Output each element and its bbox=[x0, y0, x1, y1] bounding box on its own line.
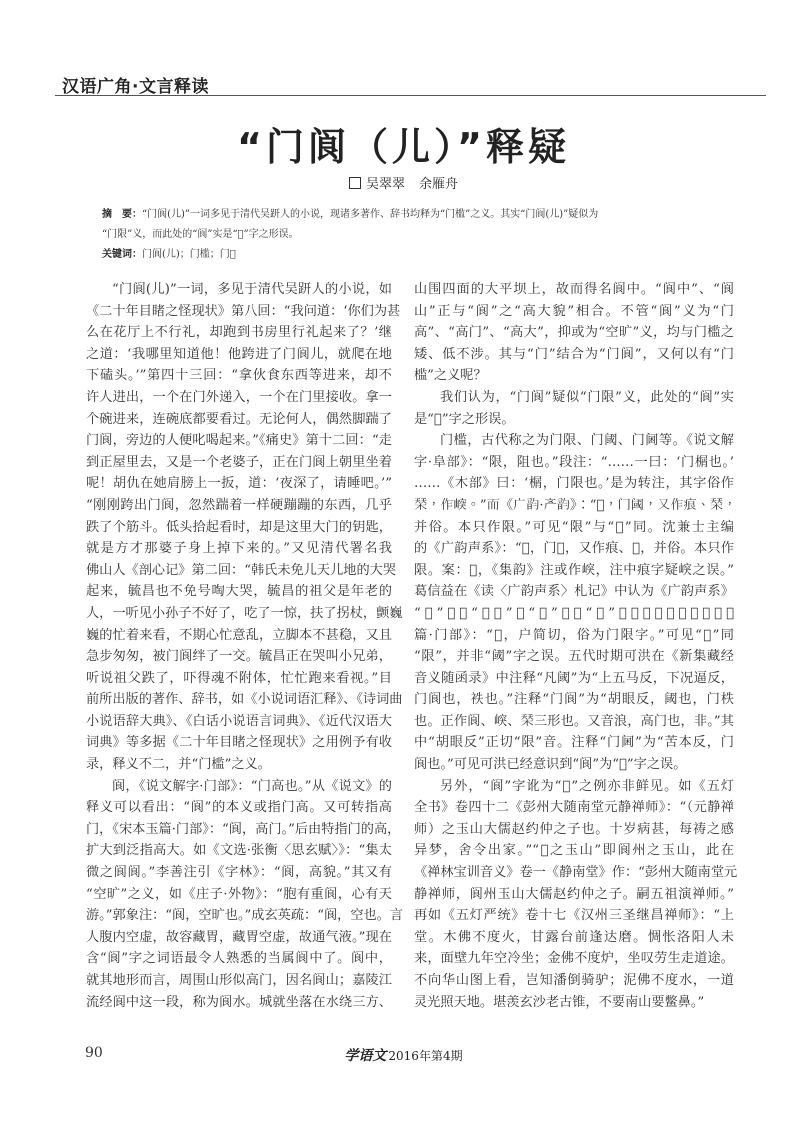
keywords-label: 关键词： bbox=[102, 249, 142, 260]
text-line: 的《广韵声系》：“𨳩，门𨳩，又作痕、𣓁，并俗。本只作 bbox=[414, 541, 734, 557]
text-line: 山”正与“阆”之“高大貌”相合。不管“阆”义为“门 bbox=[414, 303, 734, 319]
text-line: 就其地形而言，周围山形似高门，因名阆山；嘉陵江 bbox=[86, 973, 392, 988]
authors bbox=[0, 173, 807, 192]
keywords-line bbox=[102, 245, 742, 265]
text-line: 起来，毓昌也不免号啕大哭，毓昌的祖父是年老的 bbox=[86, 584, 392, 600]
text-line: 限。案：𨳩，《集韵》注或作㟮，注中痕字疑㟮之误。” bbox=[414, 562, 734, 578]
text-line: “空旷”之义，如《庄子·外物》：“胞有重阆，心有天 bbox=[86, 886, 392, 902]
text-line: 许人进出，一个在门外递入，一个在门里接收。拿一 bbox=[86, 389, 392, 405]
text-line: 微之阆阆。”李善注引《字林》：“阆，高貌。”其又有 bbox=[86, 865, 392, 881]
article-title: “门阆（儿）”释疑 bbox=[237, 125, 570, 169]
text-line: 山围四面的大平坝上，故而得名阆中。“阆中”、“阆 bbox=[414, 282, 734, 297]
text-line: 灵光照天地。堪羡玄沙老古锥，不要南山要鳖鼻。” bbox=[414, 994, 705, 1010]
text-line: 就是方才那婆子身上掉下来的。”又见清代署名我 bbox=[86, 541, 392, 557]
section-header: 汉语广角·文言释读 bbox=[62, 77, 209, 97]
text-line: 来，面壁九年空冷坐；金佛不度炉，坐叹劳生走道途。 bbox=[414, 951, 734, 967]
page-number: 90 bbox=[85, 1045, 103, 1061]
text-line: 释义可以看出：“阆”的本义或指门高。又可转指高 bbox=[86, 800, 392, 816]
text-line: 急步匆匆，被门阆绊了一交。毓昌正在哭叫小兄弟， bbox=[86, 649, 392, 665]
abstract-text: “门阆(儿)”一词多见于清代吴趼人的小说，现诸多著作、辞书均释为“门槛”之义。其实“门阆(儿)”疑似为 bbox=[142, 209, 599, 220]
text-line: 前所出版的著作、辞书，如《小说词语汇释》、《诗词曲 bbox=[86, 692, 403, 708]
text-line: 堂。木佛不度火，甘露台前逢达磨。惆怅洛阳人未 bbox=[414, 929, 734, 945]
text-line: 我们认为，“门阆”疑似“门限”义，此处的“阆”实 bbox=[440, 389, 734, 405]
text-line: 门阆也，袟也。”注释“门阆”为“胡眼反，阈也，门柣 bbox=[414, 692, 734, 708]
journal-footer bbox=[0, 1045, 807, 1065]
text-line: 再如《五灯严统》卷十七《汉州三圣继昌禅师》：“上 bbox=[414, 908, 734, 924]
text-line: 《二十年目睹之怪现状》第八回：“我问道：‘你们为甚 bbox=[86, 303, 401, 319]
text-line: 另外，“阆”字讹为“𨳩”之例亦非鲜见。如《五灯 bbox=[440, 778, 734, 794]
text-line: “刚刚跨出门阆，忽然踹着一样硬蹦蹦的东西，几乎 bbox=[86, 497, 392, 513]
text-line: 高”、“高门”、“高大”，抑或为“空旷”义，均与门槛之 bbox=[414, 325, 734, 341]
text-line: 阆也。”可见可洪已经意识到“阆”为“𨳩”字之误。 bbox=[414, 757, 687, 773]
text-line: 葛信益在《读〈广韵声系〉札记》中认为《广韵声系》 bbox=[414, 584, 734, 600]
text-line: 呢！胡仇在她肩膀上一扳，道：‘夜深了，请睡吧。’” bbox=[86, 476, 392, 492]
text-line: “门阆(儿)”一词，多见于清代吴趼人的小说，如 bbox=[112, 282, 392, 297]
text-line: “限”，并非“阈”字之误。五代时期可洪在《新集藏经 bbox=[414, 649, 734, 665]
text-line: 到正屋里去，又是一个老婆子，正在门阆上朝里坐着 bbox=[86, 454, 392, 470]
text-line: 阆，《说文解字·门部》：“门高也。”从《说文》的 bbox=[112, 778, 392, 794]
text-line: 佛山人《剖心记》第二回：“韩氏未免儿天儿地的大哭 bbox=[86, 562, 397, 578]
text-line: 录，释义不二，并“门槛”之义。 bbox=[86, 757, 271, 773]
text-line: 么在花厅上不行礼，却跑到书房里行礼起来了？’继 bbox=[86, 325, 392, 341]
text-line: ……《木部》曰：‘榍，门限也。’是为转注，其字俗作 bbox=[414, 476, 734, 492]
text-line: 异梦，舍令出家。”“𨳩之玉山”即阆州之玉山，此在 bbox=[414, 843, 734, 859]
text-line: 中“胡眼反”正切“限”音。注释“门阃”为“苦本反，门 bbox=[414, 735, 734, 751]
author-box-icon bbox=[349, 177, 361, 189]
body-column-right bbox=[414, 279, 738, 1013]
abstract-label: 摘 要： bbox=[102, 209, 142, 220]
journal-issue: 2016年第4期 bbox=[388, 1049, 463, 1063]
text-line: 人，一听见小孙子不好了，吃了一惊，扶了拐杖，颤巍 bbox=[86, 605, 403, 621]
text-line: 槛”之义呢？ bbox=[414, 368, 487, 384]
text-line: 游。”郭象注：“阆，空旷也。”成玄英疏：“阆，空也。言 bbox=[86, 908, 404, 924]
text-line: 扩大到泛指高大。如《文选·张衡〈思玄赋〉》：“集太 bbox=[86, 843, 392, 859]
text-line: 全书》卷四十二《彭州大随南堂元静禅师》：“（元静禅 bbox=[414, 800, 734, 816]
author-name: 吴翠翠 bbox=[365, 177, 405, 192]
text-line: 巍的忙着来看，不期心忙意乱，立脚本不甚稳，又且 bbox=[86, 627, 392, 643]
journal-name: 学语文 bbox=[344, 1048, 387, 1064]
text-line: 含“阆”字之词语最令人熟悉的当属阆中了。阆中， bbox=[86, 951, 392, 967]
text-line: 小说语辞大典》、《白话小说语言词典》、《近代汉语大 bbox=[86, 713, 392, 729]
text-line: 字·阜部》：“限，阻也。”段注：“……一曰：‘门榍也。’ bbox=[414, 454, 734, 470]
text-line: 听说祖父跌了，吓得魂不附体，忙忙跑来看视。”目 bbox=[86, 670, 392, 686]
text-line: 之道：‘我哪里知道他！他跨进了门阆儿，就爬在地 bbox=[86, 346, 392, 362]
text-line: 个碗进来，连碗底都要看过。无论何人，偶然脚踹了 bbox=[86, 411, 392, 427]
text-line: 并俗。本只作限。”可见“限”与“𨳩”同。沈兼士主编 bbox=[414, 519, 734, 535]
text-line: 跌了个筋斗。低头拾起看时，却是这里大门的钥匙， bbox=[86, 519, 392, 535]
abstract-line bbox=[102, 205, 742, 225]
text-line: 门，《宋本玉篇·门部》：“阆，高门。”后由特指门的高， bbox=[86, 821, 401, 837]
text-line: 门阆，旁边的人便叱喝起来。”《痛史》第十二回：“走 bbox=[86, 433, 392, 449]
text-line: 流经阆中这一段，称为阆水。城就坐落在水绕三方、 bbox=[86, 994, 392, 1010]
text-line: 师）之玉山大儒赵约仲之子也。十岁病甚，每祷之感 bbox=[414, 821, 734, 837]
text-line: 篇·门部》：“𨳩，户简切，俗为门限字。”可见“𨳩”同 bbox=[414, 627, 734, 643]
text-line: “𨳩”注：“门𨳩”之“𨳩”，系“阈”之误。另外，《宋本玉 bbox=[414, 605, 734, 621]
text-line: 矮、低不涉。其与“门”结合为“门阆”，又何以有“门 bbox=[414, 346, 734, 362]
body-column-left bbox=[86, 279, 404, 1013]
text-line: 是“𨳩”字之形误。 bbox=[414, 411, 515, 427]
text-line: 静禅师，阆州玉山大儒赵约仲之子。嗣五祖演禅师。” bbox=[414, 886, 734, 902]
text-line: 也。正作阆、㟮、𣓁三形也。又音浪，高门也，非。”其 bbox=[414, 713, 734, 729]
text-line: 下磕头。’”第四十三回：“拿伙食东西等进来，却不 bbox=[86, 368, 392, 384]
text-line: 词典》等多据《二十年目睹之怪现状》之用例予有收 bbox=[86, 735, 392, 751]
header-divider bbox=[55, 95, 766, 96]
text-line: 𣓁，作㟮。”而《广韵·产韵》：“𨳩，门阈，又作痕、𣓁， bbox=[414, 497, 737, 513]
text-line: 不向华山图上看，岂知潘倒骑驴；泥佛不度水，一道 bbox=[414, 973, 734, 988]
author-name: 余雁舟 bbox=[419, 177, 459, 192]
abstract-line: “门限”义，而此处的“阆”实是“𨳩”字之形误。 bbox=[102, 229, 299, 240]
abstract bbox=[102, 205, 742, 265]
text-line: 音义随函录》中注释“凡阈”为“上五马反，下况逼反， bbox=[414, 670, 734, 686]
text-line: 《禅林宝训音义》卷一《静南堂》作：“彭州大随南堂元 bbox=[414, 865, 738, 881]
keywords-text: 门阆(儿)；门槛；门𨳩 bbox=[142, 249, 236, 260]
text-line: 人腹内空虚，故容藏胃，藏胃空虚，故通气液。”现在 bbox=[86, 929, 392, 945]
text-line: 门槛，古代称之为门限、门阈、门阃等。《说文解 bbox=[440, 433, 734, 449]
